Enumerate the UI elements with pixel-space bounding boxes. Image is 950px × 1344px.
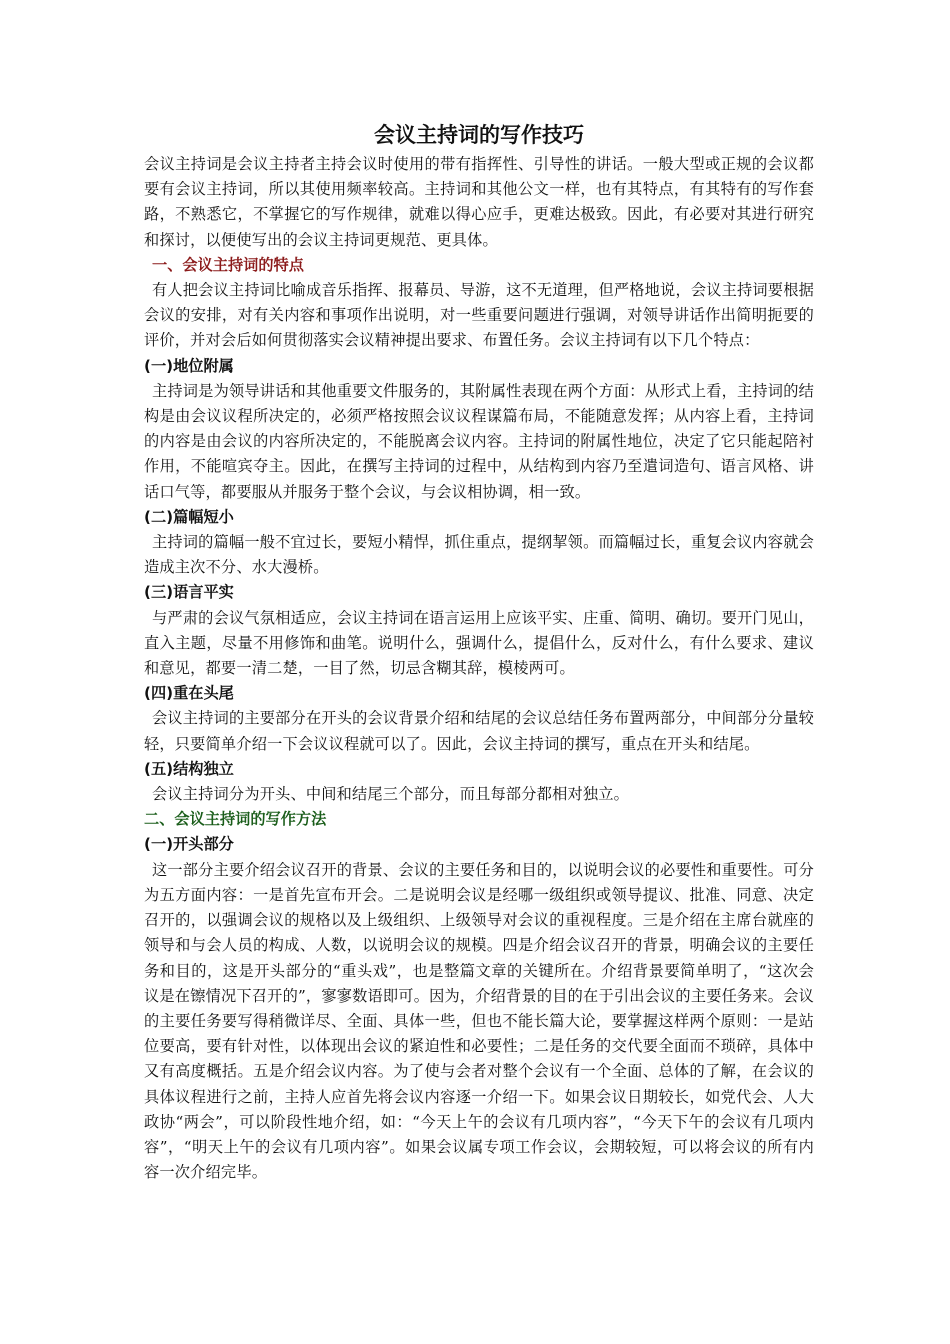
subsection-1-4-paragraph: 会议主持词的主要部分在开头的会议背景介绍和结尾的会议总结任务布置两部分，中间部分分量较轻，只要简单介绍一下会议议程就可以了。因此，会议主持词的撰写，重点在开头和结尾。 [144,709,814,753]
document-title: 会议主持词的写作技巧 [374,123,584,147]
subsection-1-3-paragraph: 与严肃的会议气氛相适应，会议主持词在语言运用上应该平实、庄重、简明、确切。要开门见山，直入主题，尽量不用修饰和曲笔。说明什么，强调什么，提倡什么，反对什么，有什么要求、建议和意见，都要一清二楚，一目了然，切忌含糊其辞，模棱两可。 [144,608,814,678]
subsection-1-1-heading: (一)地位附属 [144,356,234,375]
section-1-paragraph: 有人把会议主持词比喻成音乐指挥、报幕员、导游，这不无道理，但严格地说，会议主持词要根据会议的安排，对有关内容和事项作出说明，对一些重要问题进行强调，对领导讲话作出简明扼要的评价，并对会后如何贯彻落实会议精神提出要求、布置任务。会议主持词有以下几个特点： [144,281,814,350]
subsection-1-2-paragraph: 主持词的篇幅一般不宜过长，要短小精悍，抓住重点，提纲挈领。而篇幅过长，重复会议内容就会造成主次不分、水大漫桥。 [144,533,814,577]
subsection-1-5-paragraph: 会议主持词分为开头、中间和结尾三个部分，而且每部分都相对独立。 [152,785,630,804]
subsection-1-1-paragraph: 主持词是为领导讲话和其他重要文件服务的，其附属性表现在两个方面：从形式上看，主持词的结构是由会议议程所决定的，必须严格按照会议议程谋篇布局，不能随意发挥；从内容上看，主持词的内容是由会议的内容所决定的，不能脱离会议内容。主持词的附属性地位，决定了它只能起陪衬作用，不能喧宾夺主。因此，在撰写主持词的过程中，从结构到内容乃至遣词造句、语言风格、讲话口气等，都要服从并服务于整个会议，与会议相协调，相一致。 [144,381,814,501]
section-1-heading: 一、会议主持词的特点 [152,255,304,274]
document-page [144,118,814,1185]
section-2-heading: 二、会议主持词的写作方法 [144,810,327,829]
subsection-1-5-heading: (五)结构独立 [144,759,234,778]
intro-paragraph: 会议主持词是会议主持者主持会议时使用的带有指挥性、引导性的讲话。一般大型或正规的会议都要有会议主持词，所以其使用频率较高。主持词和其他公文一样，也有其特点，有其特有的写作套路，不熟悉它，不掌握它的写作规律，就难以得心应手，更难达极致。因此，有必要对其进行研究和探讨，以便使写出的会议主持词更规范、更具体。 [144,155,814,249]
subsection-2-1-heading: (一)开头部分 [144,835,234,854]
subsection-1-3-heading: (三)语言平实 [144,583,234,602]
subsection-2-1-paragraph: 这一部分主要介绍会议召开的背景、会议的主要任务和目的，以说明会议的必要性和重要性。可分为五方面内容：一是首先宣布开会。二是说明会议是经哪一级组织或领导提议、批准、同意、决定召开的，以强调会议的规格以及上级组织、上级领导对会议的重视程度。三是介绍在主席台就座的领导和与会人员的构成、人数，以说明会议的规模。四是介绍会议召开的背景，明确会议的主要任务和目的，这是开头部分的“重头戏”，也是整篇文章的关键所在。介绍背景要简单明了，“这次会议是在镲情况下召开的”，寥寥数语即可。因为，介绍背景的目的在于引出会议的主要任务来。会议的主要任务要写得稍微详尽、全面、具体一些，但也不能长篇大论，要掌握这样两个原则：一是站位要高，要有针对性，以体现出会议的紧迫性和必要性；二是任务的交代要全面而不琐碎，具体中又有高度概括。五是介绍会议内容。为了使与会者对整个会议有一个全面、总体的了解，在会议的具体议程进行之前，主持人应首先将会议内容逐一介绍一下。如果会议日期较长，如党代会、人大政协“两会”，可以阶段性地介绍，如：“今天上午的会议有几项内容”，“今天下午的会议有几项内容”，“明天上午的会议有几项内容”。如果会议属专项工作会议，会期较短，可以将会议的所有内容一次介绍完毕。 [144,860,814,1182]
subsection-1-4-heading: (四)重在头尾 [144,684,234,703]
subsection-1-2-heading: (二)篇幅短小 [144,507,234,526]
